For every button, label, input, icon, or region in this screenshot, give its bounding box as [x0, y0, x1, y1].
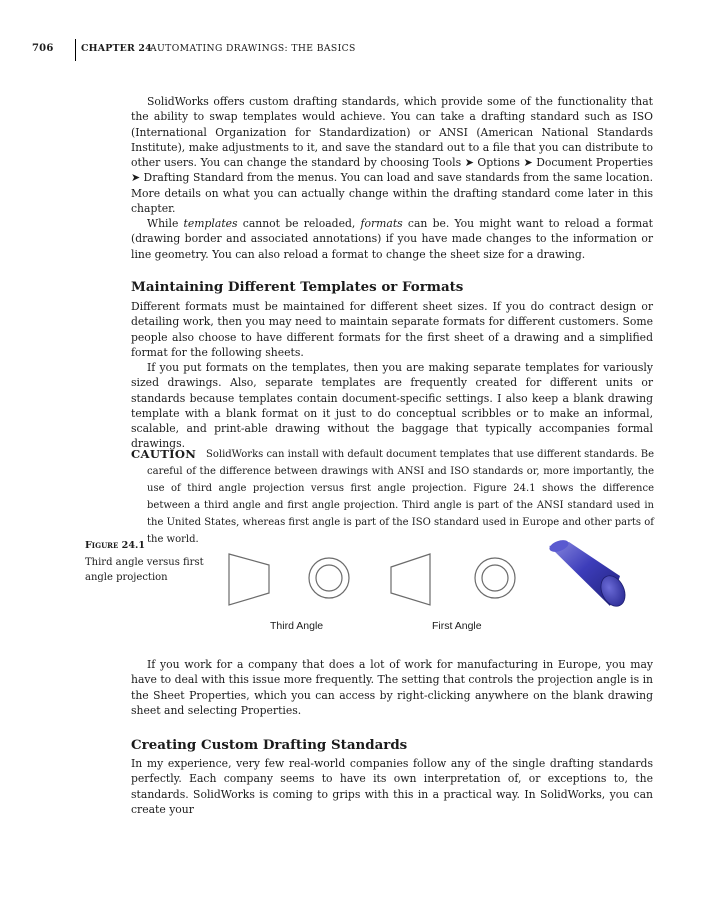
section-heading-templates-formats: Maintaining Different Templates or Formats	[131, 279, 464, 295]
emphasis-formats: formats	[360, 217, 403, 230]
caution-label: CAUTION	[131, 447, 197, 461]
page-number: 706	[32, 43, 54, 54]
cone-3d-view	[548, 538, 630, 610]
first-angle-label: First Angle	[432, 620, 482, 632]
running-header	[0, 38, 717, 62]
section1-paragraph-2: If you put formats on the templates, then you are making separate templates for variously sized drawings. Also, separate templates are frequently created for different units or standards because templates contain document-specific settings. I also keep a blank drawing template with a blank format on it just to do conceptual scribbles or to make an informal, scalable, and print-able drawing without the baggage that typically accompanies formal drawings.	[131, 361, 653, 451]
chapter-title: AUTOMATING DRAWINGS: THE BASICS	[150, 43, 356, 54]
chapter-label: CHAPTER 24	[81, 43, 152, 54]
first-angle-side-view	[475, 558, 515, 598]
figure-label: Figure 24.1	[85, 540, 146, 551]
first-angle-front-view	[391, 554, 430, 605]
after-figure-paragraph: If you work for a company that does a lot of work for manufacturing in Europe, you may have to deal with this issue more frequently. The setting that controls the projection angle is in the Sheet Properties, which you can access by right-clicking anywhere on the blank drawing sheet and selecting Properties.	[131, 658, 653, 717]
third-angle-label: Third Angle	[270, 620, 324, 632]
third-angle-front-view	[229, 554, 269, 605]
caution-text: SolidWorks can install with default document templates that use different standards. Be careful of the difference between drawings with ANSI and ISO standards or, more importantly, the use of third angle projection versus first angle projection. Figure 24.1 shows the difference between a third angle and first angle projection. Third angle is part of the ANSI standard used in the United States, whereas first angle is part of the ISO standard used in Europe and other parts of the world.	[147, 449, 654, 546]
section-heading-custom-standards: Creating Custom Drafting Standards	[131, 737, 408, 753]
third-angle-side-view	[309, 558, 349, 598]
projection-figure	[200, 532, 640, 640]
figure-caption: Third angle versus first angle projection	[85, 557, 204, 583]
intro-paragraph-1: SolidWorks offers custom drafting standards, which provide some of the functionality that the ability to swap templates would achieve. You can take a drafting standard such as ISO (International Organization for Standardization) or ANSI (American National Standards Institute), make adjustments to it, and save the standard out to a file that you can distribute to other users. You can change the standard by choosing Tools ➤ Options ➤ Document Properties ➤ Drafting Standard from the menus. You can load and save standards from the same location. More details on what you can actually change within the drafting standard come later in this chapter.	[131, 95, 653, 216]
section2-paragraph-1: In my experience, very few real-world companies follow any of the single drafting standards perfectly. Each company seems to have its own interpretation of, or exceptions to, the standards. SolidWorks is coming to grips with this in a practical way. In SolidWorks, you can create your	[131, 757, 653, 816]
header-divider	[75, 39, 76, 61]
intro-paragraph-2: While templates cannot be reloaded, formats can be. You might want to reload a format (drawing border and associated annotations) if you have made changes to the information or line geometry. You can also reload a format to change the sheet size for a drawing.	[131, 217, 653, 261]
section1-paragraph-1: Different formats must be maintained for different sheet sizes. If you do contract design or detailing work, then you may need to maintain separate formats for different customers. Some people also choose to have different formats for the first sheet of a drawing and a simplified format for the following sheets.	[131, 300, 653, 359]
emphasis-templates: templates	[183, 217, 238, 230]
